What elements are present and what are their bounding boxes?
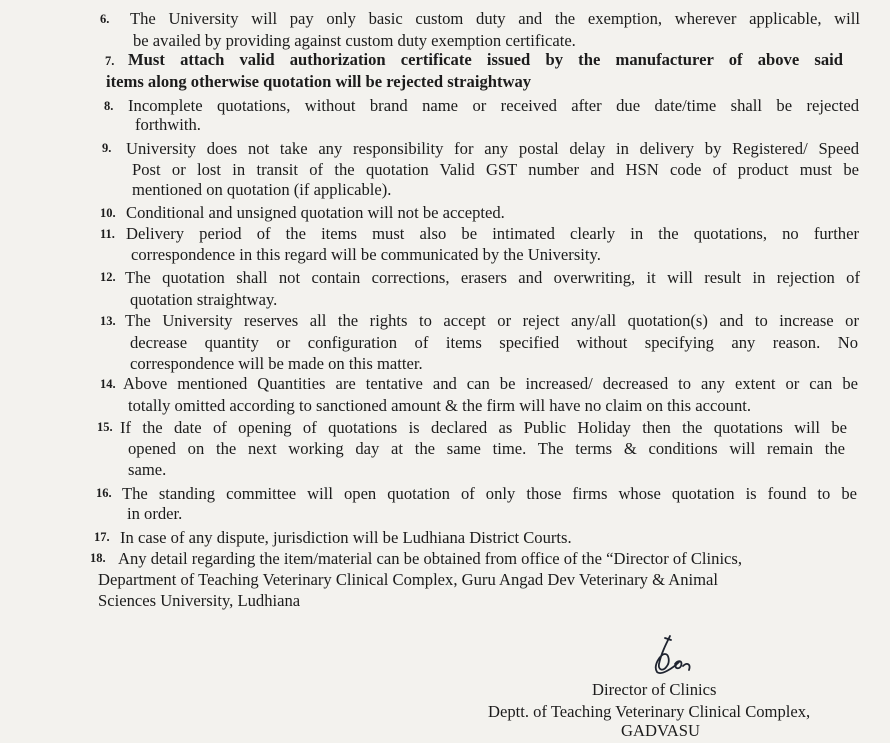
item-18-number: 18.	[90, 551, 106, 565]
handwritten-signature	[645, 632, 695, 682]
item-6-number: 6.	[100, 12, 110, 26]
signatory-org: GADVASU	[621, 721, 700, 740]
item-16-number: 16.	[96, 486, 112, 500]
item-14-number: 14.	[100, 377, 116, 391]
item-15-number: 15.	[97, 420, 113, 434]
item-11-number: 11.	[100, 227, 115, 241]
item-9-number: 9.	[102, 141, 112, 155]
item-17-number: 17.	[94, 530, 110, 544]
item-12-number: 12.	[100, 270, 116, 284]
item-8-number: 8.	[104, 99, 114, 113]
signatory-title: Director of Clinics	[592, 680, 717, 699]
signatory-department: Deptt. of Teaching Veterinary Clinical Complex,	[488, 702, 811, 721]
item-7-number: 7.	[105, 54, 115, 68]
document-page: 6. The University will pay only basic custom duty and the exemption, wherever applicable, will be availed by providing against custom duty exemption certificate. 7. Must attach valid authorization certificate issued by the manufacturer of above said items along otherwise quotation will be rejected straightway 8. Incomplete quotations, without brand name or received after due date/time shall be rejected forthwith. 9. University does not take any responsibility for any postal delay in delivery by Registered/ Speed Post or lost in transit of the quotation Valid GST number and HSN code of product must be mentioned on quotation (if applicable). 10. Conditional and unsigned quotation will not be accepted. 11. Delivery period of the items must also be intimated clearly in the quotations, no further correspondence in this regard will be communicated by the University. 12. The quotation shall not contain corrections, erasers and overwriting, it will result in rejection of quotation straightway. 13. The University reserves all the rights to accept or reject any/all quotation(s) and to increase or decrease quantity or configuration of items specified without specifying any reason. No correspondence will be made on this matter. 14. Above mentioned Quantities are tentative and can be increased/ decreased to any extent or can be totally omitted according to sanctioned amount & the firm will have no claim on this account. 15. If the date of opening of quotations is declared as Public Holiday then the quotations will be opened on the next working day at the same time. The terms & conditions will remain the same. 16. The standing committee will open quotation of only those firms whose quotation is found to be in order. 17. In case of any dispute, jurisdiction will be Ludhiana District Courts. 18. Any detail regarding the item/material can be obtained from office of the “Director of Clinics, Department of Teaching Veterinary Clinical Complex, Guru Angad Dev Veterinary & Animal Sciences University, Ludhiana Director of Clinics Deptt. of Teaching Veterinary Clinical Complex, GADVASU	[90, 9, 860, 740]
item-13-number: 13.	[100, 314, 116, 328]
item-10-number: 10.	[100, 206, 116, 220]
